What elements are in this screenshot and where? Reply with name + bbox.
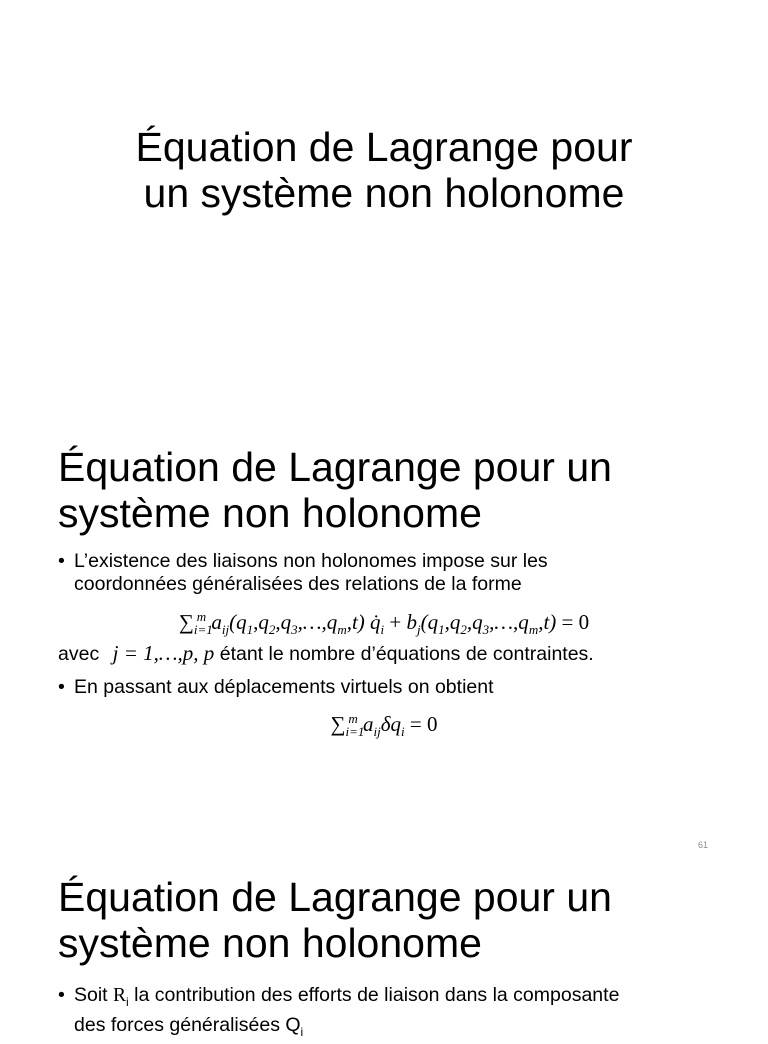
bullet-soit: • Soit $R_i$ la contribution des efforts de liaison dans la composante des forces généralisées $Q_i$: [58, 984, 764, 1044]
virtual-displacement-equation: $\sum_{i=1}^m$ $a_{ij}\delta q_i = 0$: [330, 711, 438, 740]
slide-1: [0, 0, 768, 300]
page-number: 61: [698, 840, 709, 850]
slide-1-title: Équation de Lagrange pour un système non holonome: [135, 124, 633, 216]
avec-line: avec j = 1,…,p, p étant le nombre d’équations de contraintes.: [58, 641, 594, 665]
bullet-liaisons: • L’existence des liaisons non holonomes impose sur les coordonnées généralisées des relations de la forme: [58, 550, 764, 596]
slide-2: [0, 430, 768, 850]
slide-3: [0, 862, 768, 1039]
constraint-equation: $\sum_{i=1}^m$ $a_{ij}(q_1,q_2,q_3,\dots,q_m,t)$ $q̇_i$ + $b_j(q_1,q_2,q_3,\dots,q_m,t) = 0$: [178, 609, 590, 638]
slide-3-title: Équation de Lagrange pour un système non holonome: [58, 874, 612, 966]
bullet-deplacements: • En passant aux déplacements virtuels on obtient: [58, 676, 764, 699]
slide-2-title: Équation de Lagrange pour un système non holonome: [58, 444, 612, 536]
